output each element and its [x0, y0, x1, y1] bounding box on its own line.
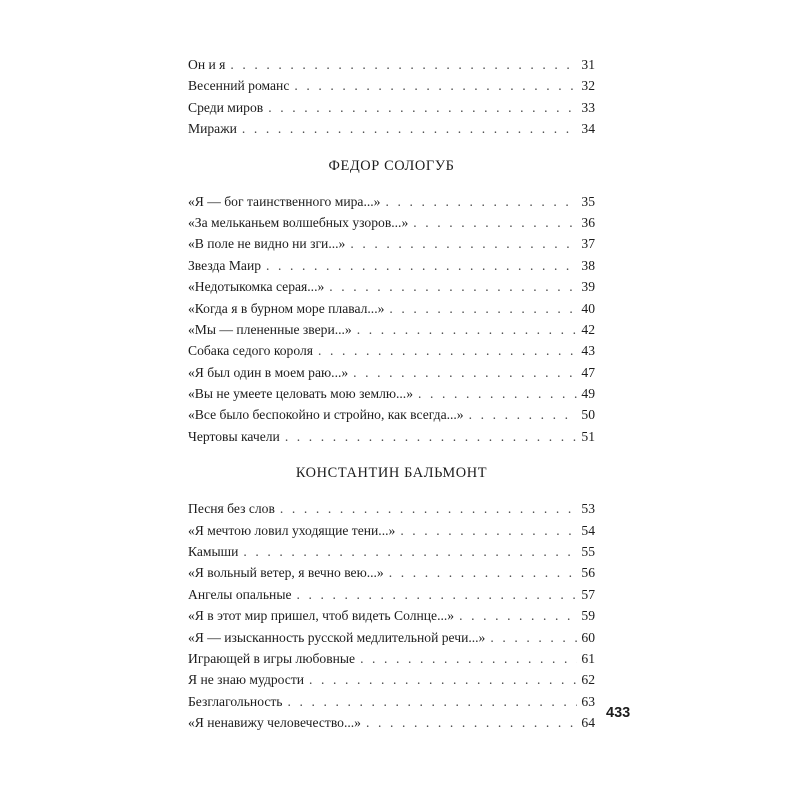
toc-section-balmont [188, 457, 595, 733]
entry-title: Я не знаю мудрости [188, 672, 305, 688]
dot-leader [418, 383, 577, 404]
entry-page-number: 37 [581, 236, 595, 252]
entry-title: «В поле не видно ни зги...» [188, 236, 346, 252]
dot-leader [318, 340, 577, 361]
toc-entry [188, 54, 595, 75]
entry-page-number: 62 [581, 672, 595, 688]
toc-entry [188, 562, 595, 583]
dot-leader [360, 648, 577, 669]
dot-leader [297, 584, 578, 605]
entry-page-number: 40 [581, 300, 595, 316]
entry-page-number: 59 [581, 608, 595, 624]
entry-title: Весенний романс [188, 78, 290, 94]
entry-title: Безглагольность [188, 693, 283, 709]
toc-entry [188, 298, 595, 319]
toc-entry [188, 712, 595, 733]
toc-entry [188, 319, 595, 340]
entry-page-number: 51 [581, 428, 595, 444]
toc-entry [188, 97, 595, 118]
entry-title: Песня без слов [188, 501, 275, 517]
entry-page-number: 43 [581, 343, 595, 359]
entry-title: Чертовы качели [188, 428, 280, 444]
entry-title: «Я был один в моем раю...» [188, 364, 349, 380]
entry-title: Миражи [188, 121, 237, 137]
entry-page-number: 47 [581, 364, 595, 380]
entry-page-number: 34 [581, 121, 595, 137]
entry-title: «Мы — плененные звери...» [188, 321, 352, 337]
entry-title: Звезда Маир [188, 257, 262, 273]
toc-entry [188, 212, 595, 233]
entry-page-number: 49 [581, 386, 595, 402]
entry-title: Среди миров [188, 99, 264, 115]
page-folio-number: 433 [606, 705, 631, 721]
toc-entry [188, 498, 595, 519]
toc-entry [188, 191, 595, 212]
entry-page-number: 56 [581, 565, 595, 581]
entry-page-number: 63 [581, 693, 595, 709]
author-heading: КОНСТАНТИН БАЛЬМОНТ [295, 465, 488, 482]
entry-page-number: 55 [581, 544, 595, 560]
entry-title: Ангелы опальные [188, 586, 292, 602]
entry-title: «Все было беспокойно и стройно, как всегда...» [188, 407, 464, 423]
entry-title: «Я вольный ветер, я вечно вею...» [188, 565, 384, 581]
dot-leader [230, 54, 577, 75]
toc-entry [188, 340, 595, 361]
dot-leader [350, 233, 577, 254]
entry-page-number: 38 [581, 257, 595, 273]
entry-title: Играющей в игры любовные [188, 650, 356, 666]
dot-leader [309, 669, 577, 690]
entry-title: «Я — изысканность русской медлительной речи...» [188, 629, 486, 645]
entry-page-number: 42 [581, 321, 595, 337]
entry-page-number: 33 [581, 99, 595, 115]
entry-page-number: 36 [581, 214, 595, 230]
toc-entry [188, 691, 595, 712]
dot-leader [280, 498, 577, 519]
entry-title: Камыши [188, 544, 239, 560]
dot-leader [266, 255, 577, 276]
dot-leader [242, 118, 577, 139]
dot-leader [389, 562, 577, 583]
dot-leader [268, 97, 577, 118]
toc-entry [188, 383, 595, 404]
toc-entry [188, 75, 595, 96]
entry-page-number: 64 [581, 715, 595, 731]
dot-leader [353, 362, 577, 383]
toc-section-continued [188, 54, 595, 140]
dot-leader [294, 75, 577, 96]
entry-title: «Когда я в бурном море плавал...» [188, 300, 385, 316]
entry-title: Собака седого короля [188, 343, 314, 359]
entry-page-number: 32 [581, 78, 595, 94]
toc-entry [188, 426, 595, 447]
author-heading: ФЕДОР СОЛОГУБ [328, 157, 455, 174]
dot-leader [357, 319, 577, 340]
entry-page-number: 50 [581, 407, 595, 423]
entry-title: Он и я [188, 57, 226, 72]
entry-page-number: 31 [581, 57, 595, 72]
toc-entry [188, 362, 595, 383]
dot-leader [329, 276, 577, 297]
toc-entry [188, 404, 595, 425]
toc-entry [188, 648, 595, 669]
entry-title: «Я ненавижу человечество...» [188, 715, 361, 731]
entry-title: «Я в этот мир пришел, чтоб видеть Солнце...» [188, 608, 455, 624]
dot-leader [288, 691, 578, 712]
dot-leader [469, 404, 577, 425]
entry-page-number: 53 [581, 501, 595, 517]
toc-entry [188, 605, 595, 626]
dot-leader [366, 712, 577, 733]
dot-leader [459, 605, 577, 626]
table-of-contents [188, 54, 595, 734]
toc-entry [188, 118, 595, 139]
entry-page-number: 57 [581, 586, 595, 602]
entry-page-number: 60 [581, 629, 595, 645]
toc-entry [188, 255, 595, 276]
dot-leader [243, 541, 577, 562]
dot-leader [490, 627, 577, 648]
dot-leader [385, 191, 577, 212]
toc-entry [188, 276, 595, 297]
toc-entry [188, 669, 595, 690]
dot-leader [389, 298, 577, 319]
dot-leader [413, 212, 577, 233]
toc-entry [188, 233, 595, 254]
entry-title: «За мельканьем волшебных узоров...» [188, 214, 409, 230]
entry-title: «Я мечтою ловил уходящие тени...» [188, 522, 396, 538]
dot-leader [285, 426, 577, 447]
entry-page-number: 39 [581, 279, 595, 295]
entry-page-number: 61 [581, 650, 595, 666]
entry-title: «Я — бог таинственного мира...» [188, 193, 381, 209]
dot-leader [400, 520, 577, 541]
toc-entry [188, 541, 595, 562]
entry-title: «Недотыкомка серая...» [188, 279, 325, 295]
entry-page-number: 35 [581, 193, 595, 209]
toc-entry [188, 520, 595, 541]
entry-title: «Вы не умеете целовать мою землю...» [188, 386, 414, 402]
entry-page-number: 54 [581, 522, 595, 538]
toc-entry [188, 584, 595, 605]
toc-section-sologub [188, 150, 595, 448]
toc-entry [188, 627, 595, 648]
